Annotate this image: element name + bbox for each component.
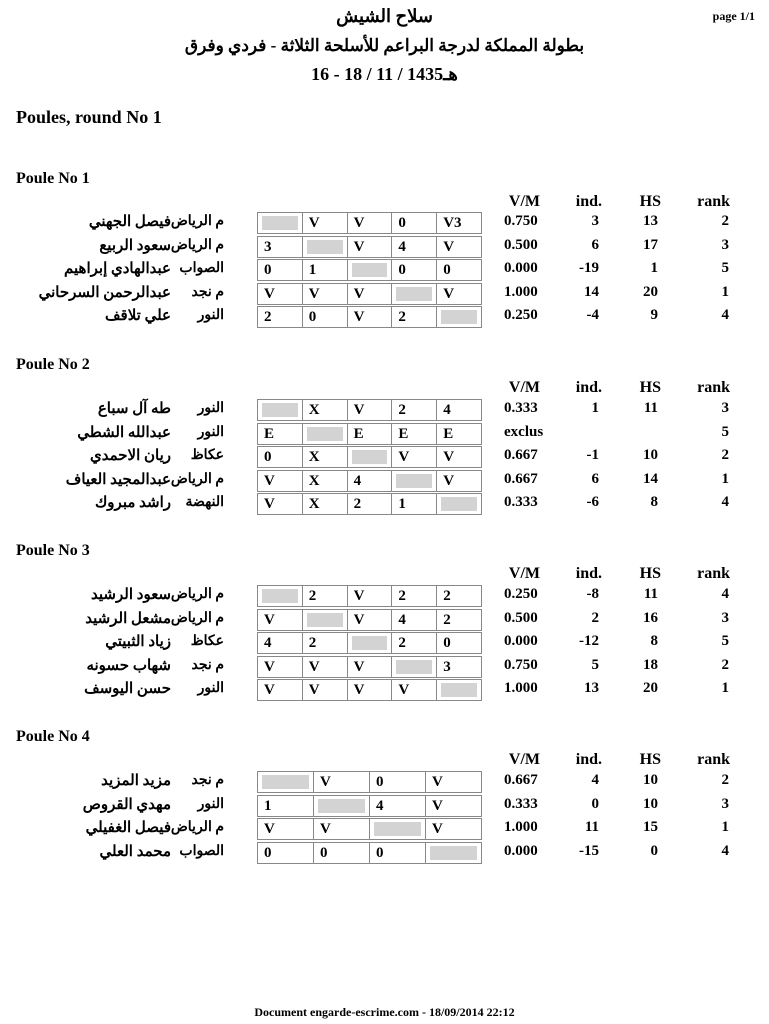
column-header-rank: rank <box>697 565 730 582</box>
fencer-name: محمد العلي <box>99 843 171 860</box>
fencer-vm: 0.000 <box>504 260 538 276</box>
bout-result-cell: 2 <box>391 399 437 421</box>
fencer-ind: 4 <box>591 772 599 788</box>
fencer-ind: -1 <box>586 447 599 463</box>
bout-result-cell: V <box>313 818 370 840</box>
bout-result-cell: V <box>257 609 303 631</box>
column-header-rank: rank <box>697 751 730 768</box>
bout-result-cell: X <box>302 446 348 468</box>
fencer-club: النور <box>197 681 224 696</box>
fencer-hs: 9 <box>650 307 658 323</box>
bout-result-cell: V <box>302 212 348 234</box>
fencer-hs: 8 <box>650 494 658 510</box>
fencer-name: مهدي القروص <box>82 796 171 813</box>
fencer-rank: 2 <box>721 213 729 229</box>
bout-result-cell: 2 <box>302 585 348 607</box>
bout-result-cell: V <box>257 283 303 305</box>
fencer-rank: 1 <box>721 680 729 696</box>
footer: Document engarde-escrime.com - 18/09/2014 22:12 <box>254 1005 515 1019</box>
fencer-name: راشد مبروك <box>94 495 171 511</box>
fencer-ind: -12 <box>579 633 599 649</box>
bout-result-cell: 4 <box>391 609 437 631</box>
bout-result-cell <box>436 493 482 515</box>
fencer-name: عبدالرحمن السرحاني <box>38 284 171 301</box>
fencer-vm: exclus <box>504 423 544 440</box>
bout-result-cell: 2 <box>391 632 437 654</box>
fencer-name: سعود الربيع <box>99 237 171 254</box>
bout-result-cell: 2 <box>302 632 348 654</box>
bout-result-cell: 3 <box>257 236 303 258</box>
bout-result-cell: 0 <box>369 842 426 864</box>
fencer-club: م الرياض <box>170 587 224 602</box>
column-header-hs: HS <box>639 565 661 582</box>
fencer-hs: 1 <box>650 260 658 276</box>
bout-result-cell: 4 <box>257 632 303 654</box>
bout-result-cell: V <box>425 818 482 840</box>
bout-result-cell: E <box>436 423 482 445</box>
fencer-club: م الرياض <box>170 214 224 229</box>
bout-result-cell: 0 <box>257 842 314 864</box>
fencer-rank: 4 <box>721 307 729 323</box>
bout-result-cell: V <box>313 771 370 793</box>
fencer-hs: 11 <box>643 400 658 416</box>
fencer-ind: 0 <box>591 795 599 812</box>
fencer-rank: 4 <box>721 586 729 602</box>
fencer-hs: 13 <box>643 213 658 229</box>
bout-result-cell: 0 <box>391 212 437 234</box>
fencer-club: النور <box>197 401 224 416</box>
bout-result-cell: 0 <box>391 259 437 281</box>
bout-result-cell: V <box>257 818 314 840</box>
bout-result-cell: 2 <box>391 306 437 328</box>
document-subtitle: بطولة المملكة لدرجة البراعم للأسلحة الثلاثة - فردي وفرق <box>184 36 585 55</box>
column-header-vm: V/M <box>508 565 540 582</box>
fencer-rank: 2 <box>721 772 729 788</box>
fencer-hs: 20 <box>643 283 658 300</box>
fencer-club: الصواب <box>179 261 224 276</box>
fencer-ind: 14 <box>584 283 599 300</box>
column-header-ind: ind. <box>575 193 602 210</box>
fencer-ind: 2 <box>591 609 599 626</box>
bout-result-cell <box>425 842 482 864</box>
bout-result-cell: 4 <box>391 236 437 258</box>
fencer-ind: -8 <box>586 586 599 602</box>
fencer-ind: 6 <box>591 470 599 487</box>
fencer-vm: 0.667 <box>504 447 538 463</box>
fencer-vm: 0.333 <box>504 795 538 812</box>
bout-result-cell: 3 <box>436 656 482 678</box>
bout-result-cell: V <box>302 656 348 678</box>
fencer-club: النهضة <box>185 495 224 510</box>
poule-title: Poule No 4 <box>16 728 90 745</box>
poule-title: Poule No 2 <box>16 356 90 373</box>
fencer-vm: 0.500 <box>504 609 538 626</box>
fencer-club: م نجد <box>191 284 224 300</box>
fencer-ind: 11 <box>584 819 599 835</box>
fencer-hs: 10 <box>643 447 658 463</box>
fencer-hs: 16 <box>643 609 658 626</box>
fencer-hs: 20 <box>643 680 658 696</box>
fencer-hs: 8 <box>650 633 658 649</box>
bout-result-cell <box>347 259 393 281</box>
fencer-ind: 1 <box>591 400 599 416</box>
document-title: سلاح الشيش <box>336 6 433 26</box>
fencer-hs: 17 <box>643 236 658 253</box>
bout-result-cell: V <box>347 236 393 258</box>
fencer-club: النور <box>197 308 224 323</box>
bout-result-cell: 2 <box>436 585 482 607</box>
fencer-vm: 0.000 <box>504 842 538 859</box>
bout-result-cell <box>347 632 393 654</box>
bout-result-cell: V <box>436 236 482 258</box>
fencer-vm: 0.250 <box>504 586 538 602</box>
fencer-club: م الرياض <box>170 471 224 487</box>
bout-result-cell: 0 <box>257 446 303 468</box>
bout-result-cell: V <box>347 306 393 328</box>
fencer-ind: -19 <box>579 260 599 276</box>
bout-result-cell <box>369 818 426 840</box>
poule-title: Poule No 1 <box>16 170 90 187</box>
fencer-ind: -4 <box>586 307 599 323</box>
fencer-hs: 18 <box>643 656 658 673</box>
bout-result-cell <box>257 771 314 793</box>
column-header-ind: ind. <box>575 379 602 396</box>
bout-result-cell <box>302 236 348 258</box>
bout-result-cell: V <box>436 470 482 492</box>
fencer-hs: 10 <box>643 795 658 812</box>
fencer-club: عكاظ <box>190 634 224 649</box>
fencer-ind: -15 <box>579 842 599 859</box>
fencer-hs: 0 <box>650 842 658 859</box>
bout-result-cell: V <box>425 771 482 793</box>
column-header-hs: HS <box>639 193 661 210</box>
bout-result-cell: 2 <box>391 585 437 607</box>
bout-result-cell <box>257 212 303 234</box>
fencer-name: شهاب حسونه <box>86 657 171 674</box>
bout-result-cell: 4 <box>347 470 393 492</box>
fencer-name: سعود الرشيد <box>91 587 171 603</box>
bout-result-cell: V <box>302 283 348 305</box>
fencer-name: طه آل سباع <box>97 401 171 417</box>
bout-result-cell: V <box>302 679 348 701</box>
page-number: page 1/1 <box>712 9 755 23</box>
bout-result-cell: 2 <box>347 493 393 515</box>
fencer-rank: 3 <box>721 795 729 812</box>
fencer-vm: 0.500 <box>504 236 538 253</box>
fencer-rank: 4 <box>721 494 729 510</box>
bout-result-cell: V <box>436 283 482 305</box>
bout-result-cell: V3 <box>436 212 482 234</box>
bout-result-cell: V <box>347 656 393 678</box>
bout-result-cell: V <box>257 493 303 515</box>
bout-result-cell: V <box>257 679 303 701</box>
fencer-ind: 13 <box>584 680 599 696</box>
bout-result-cell: E <box>347 423 393 445</box>
bout-result-cell: E <box>391 423 437 445</box>
fencer-name: مزيد المزيد <box>101 773 171 789</box>
column-header-hs: HS <box>639 751 661 768</box>
bout-result-cell: 0 <box>257 259 303 281</box>
fencer-vm: 0.000 <box>504 633 538 649</box>
bout-result-cell: 1 <box>391 493 437 515</box>
round-title: Poules, round No 1 <box>16 107 162 127</box>
fencer-rank: 2 <box>721 656 729 673</box>
bout-result-cell <box>436 679 482 701</box>
bout-result-cell <box>391 283 437 305</box>
fencer-ind: 5 <box>591 656 599 673</box>
bout-result-cell: 0 <box>302 306 348 328</box>
fencer-hs: 10 <box>643 772 658 788</box>
fencer-name: عبدالله الشطي <box>77 424 171 441</box>
fencer-club: الصواب <box>179 843 224 859</box>
fencer-name: مشعل الرشيد <box>85 610 171 627</box>
fencer-ind: -6 <box>586 494 599 510</box>
bout-result-cell <box>257 585 303 607</box>
fencer-rank: 5 <box>721 633 729 649</box>
bout-result-cell: V <box>425 795 482 817</box>
bout-result-cell: V <box>391 446 437 468</box>
bout-result-cell: 0 <box>369 771 426 793</box>
bout-result-cell: V <box>347 283 393 305</box>
fencer-name: عبدالمجيد العياف <box>65 471 171 488</box>
bout-result-cell: 0 <box>313 842 370 864</box>
fencer-name: عبدالهادي إبراهيم <box>64 261 171 277</box>
fencer-rank: 1 <box>721 470 729 487</box>
bout-result-cell <box>302 423 348 445</box>
fencer-club: م نجد <box>191 773 224 788</box>
bout-result-cell: V <box>257 656 303 678</box>
fencer-vm: 0.667 <box>504 470 538 487</box>
column-header-ind: ind. <box>575 751 602 768</box>
fencer-vm: 0.333 <box>504 400 538 416</box>
bout-result-cell <box>347 446 393 468</box>
bout-result-cell: 2 <box>436 609 482 631</box>
bout-result-cell: 2 <box>257 306 303 328</box>
bout-result-cell: 1 <box>257 795 314 817</box>
bout-result-cell: 0 <box>436 259 482 281</box>
fencer-rank: 4 <box>721 842 729 859</box>
bout-result-cell <box>436 306 482 328</box>
fencer-ind: 3 <box>591 213 599 229</box>
bout-result-cell: V <box>347 212 393 234</box>
bout-result-cell: 0 <box>436 632 482 654</box>
fencer-rank: 3 <box>721 400 729 416</box>
bout-result-cell: V <box>391 679 437 701</box>
fencer-club: م نجد <box>191 657 224 673</box>
fencer-vm: 1.000 <box>504 283 538 300</box>
fencer-rank: 3 <box>721 609 729 626</box>
bout-result-cell: 4 <box>436 399 482 421</box>
bout-result-cell: X <box>302 470 348 492</box>
bout-result-cell: V <box>347 679 393 701</box>
fencer-club: النور <box>197 796 224 812</box>
fencer-rank: 1 <box>721 283 729 300</box>
bout-result-cell: V <box>347 609 393 631</box>
bout-result-cell <box>302 609 348 631</box>
fencer-vm: 0.667 <box>504 772 538 788</box>
fencer-name: فيصل الغفيلي <box>85 820 171 836</box>
fencer-rank: 5 <box>721 423 729 440</box>
column-header-ind: ind. <box>575 565 602 582</box>
fencer-name: زياد الثبيتي <box>105 634 171 650</box>
bout-result-cell: V <box>257 470 303 492</box>
fencer-rank: 3 <box>721 236 729 253</box>
fencer-name: فيصل الجهني <box>88 214 171 230</box>
bout-result-cell <box>257 399 303 421</box>
fencer-hs: 11 <box>643 586 658 602</box>
fencer-rank: 2 <box>721 447 729 463</box>
bout-result-cell: E <box>257 423 303 445</box>
document-dates: 16 - 18 / 11 / 1435هـ <box>311 64 458 84</box>
fencer-rank: 1 <box>721 819 729 835</box>
fencer-vm: 0.750 <box>504 656 538 673</box>
fencer-club: م الرياض <box>170 237 224 253</box>
fencer-club: النور <box>197 424 224 440</box>
fencer-club: م الرياض <box>170 610 224 626</box>
fencer-vm: 0.750 <box>504 213 538 229</box>
bout-result-cell: V <box>347 399 393 421</box>
column-header-hs: HS <box>639 379 661 396</box>
bout-result-cell: V <box>347 585 393 607</box>
fencer-name: حسن اليوسف <box>84 681 171 697</box>
fencer-rank: 5 <box>721 260 729 276</box>
column-header-vm: V/M <box>508 379 540 396</box>
bout-result-cell <box>391 470 437 492</box>
bout-result-cell: X <box>302 399 348 421</box>
poule-title: Poule No 3 <box>16 542 90 559</box>
fencer-club: م الرياض <box>170 820 224 835</box>
fencer-vm: 1.000 <box>504 819 538 835</box>
column-header-vm: V/M <box>508 751 540 768</box>
bout-result-cell <box>391 656 437 678</box>
fencer-club: عكاظ <box>190 448 224 463</box>
fencer-hs: 15 <box>643 819 658 835</box>
fencer-hs: 14 <box>643 470 658 487</box>
column-header-vm: V/M <box>508 193 540 210</box>
bout-result-cell <box>313 795 370 817</box>
fencer-name: ريان الاحمدي <box>89 448 171 464</box>
fencer-vm: 0.333 <box>504 494 538 510</box>
fencer-name: علي تلاقف <box>105 308 171 324</box>
fencer-vm: 0.250 <box>504 307 538 323</box>
column-header-rank: rank <box>697 193 730 210</box>
fencer-ind: 6 <box>591 236 599 253</box>
bout-result-cell: 4 <box>369 795 426 817</box>
fencer-vm: 1.000 <box>504 680 538 696</box>
bout-result-cell: 1 <box>302 259 348 281</box>
column-header-rank: rank <box>697 379 730 396</box>
bout-result-cell: X <box>302 493 348 515</box>
bout-result-cell: V <box>436 446 482 468</box>
